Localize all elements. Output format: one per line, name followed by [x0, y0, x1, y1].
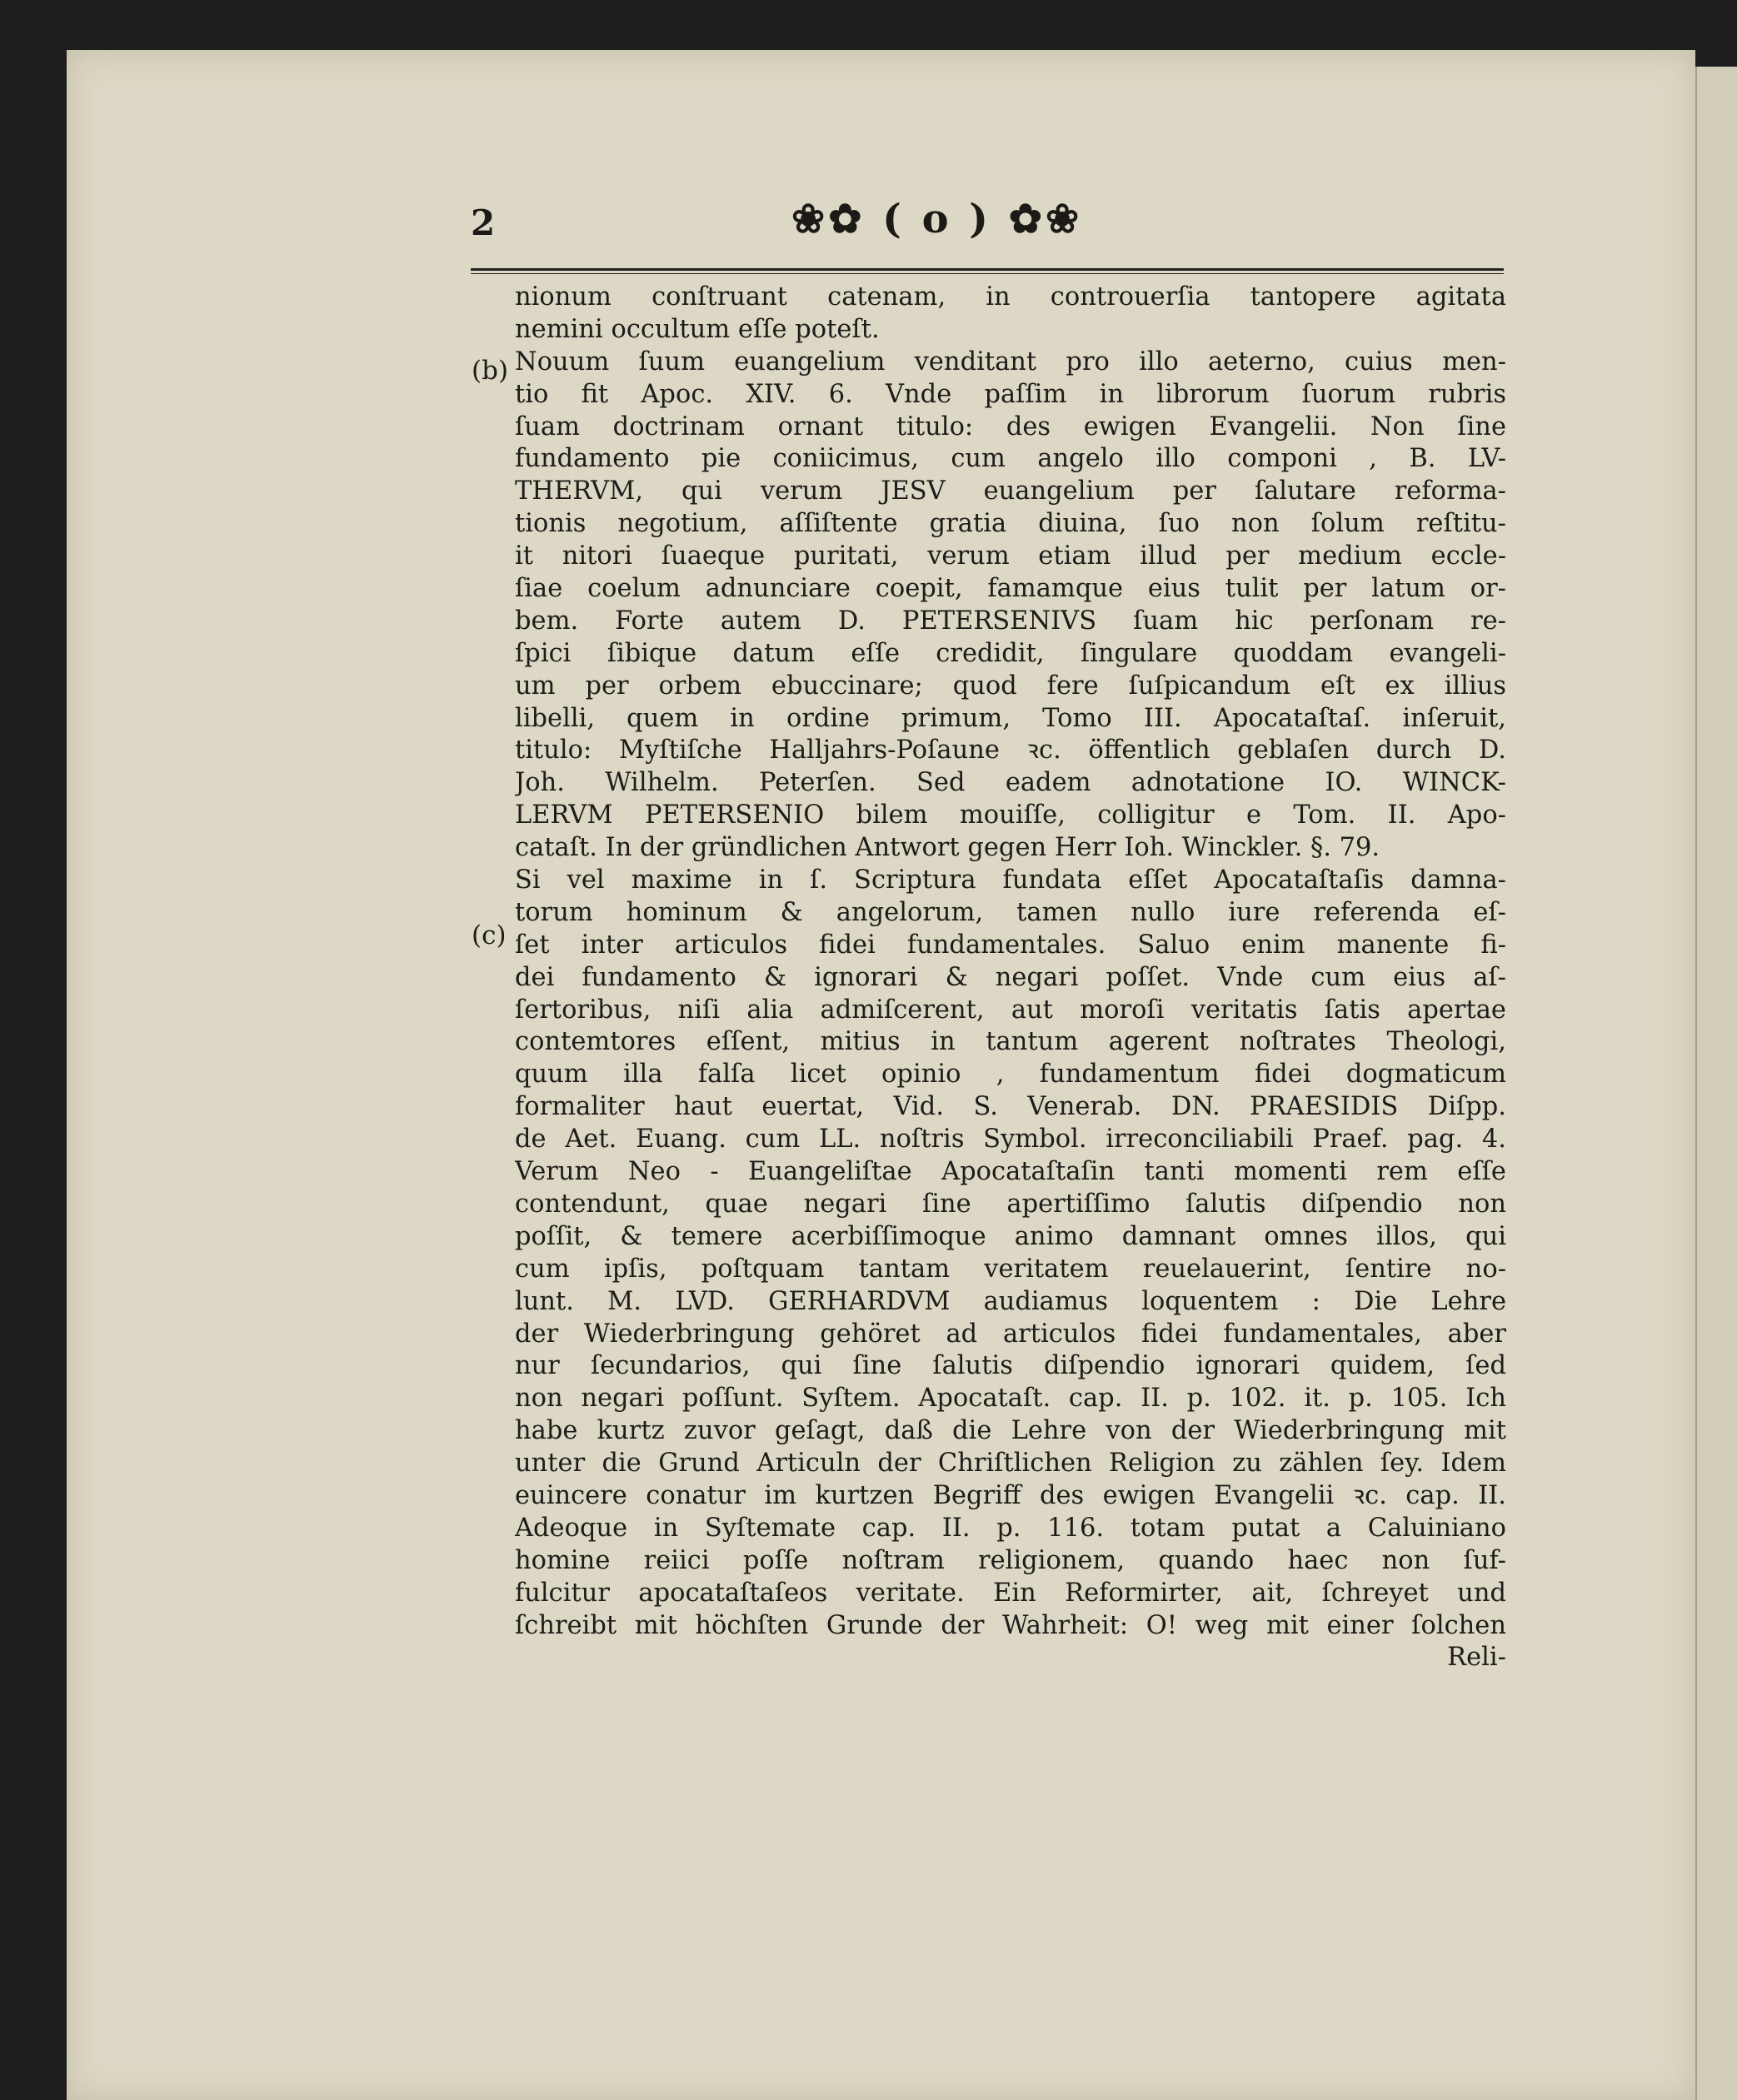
footnote-text [515, 282, 1506, 1674]
text-line: contemtores eſſent, mitius in tantum agerent noſtrates Theologi, [515, 1027, 1506, 1057]
text-line: Nouum ſuum euangelium venditant pro illo aeterno, cuius men- [515, 347, 1506, 377]
text-line: non negari poſſunt. Syſtem. Apocataſt. cap. II. p. 102. it. p. 105. Ich [515, 1384, 1506, 1414]
text-line: titulo: Myſtiſche Halljahrs-Poſaune ꝛc. öffentlich geblaſen durch D. [515, 736, 1506, 766]
text-line: libelli, quem in ordine primum, Tomo III. Apocataſtaſ. inſeruit, [515, 703, 1506, 733]
header-ornament: ❀✿ ( o ) ✿❀ [791, 196, 1083, 242]
text-line: quum illa falſa licet opinio , fundamentum fidei dogmaticum [515, 1060, 1506, 1090]
text-line: fulcitur apocataſtaſeos veritate. Ein Reformirter, ait, ſchreyet und [515, 1578, 1506, 1608]
text-line: Verum Neo - Euangeliſtae Apocataſtaſin tanti momenti rem eſſe [515, 1157, 1506, 1187]
facing-page-edge [1695, 67, 1737, 2100]
text-line: Joh. Wilhelm. Peterſen. Sed eadem adnotatione IO. WINCK- [515, 768, 1506, 798]
text-line: Adeoque in Syſtemate cap. II. p. 116. totam putat a Caluiniano [515, 1513, 1506, 1543]
text-line: lunt. M. LVD. GERHARDVM audiamus loquentem : Die Lehre [515, 1286, 1506, 1316]
text-line: torum hominum & angelorum, tamen nullo iure referenda eſ- [515, 897, 1506, 927]
note-mark-c: (c) [472, 920, 507, 950]
text-line: ſet inter articulos fidei fundamentales. Saluo enim manente fi- [515, 930, 1506, 960]
text-line: ſertoribus, niſi alia admiſcerent, aut moroſi veritatis ſatis apertae [515, 995, 1506, 1025]
text-line: fundamento pie coniicimus, cum angelo illo componi , B. LV- [515, 444, 1506, 474]
text-line: cataſt. In der gründlichen Antwort gegen Herr Ioh. Winckler. §. 79. [515, 833, 1380, 863]
header-rule [471, 268, 1504, 274]
text-line: de Aet. Euang. cum LL. noſtris Symbol. irreconciliabili Praef. pag. 4. [515, 1125, 1506, 1155]
text-line: LERVM PETERSENIO bilem mouiſſe, colligitur e Tom. II. Apo- [515, 801, 1506, 831]
text-line: nur ſecundarios, qui ſine ſalutis diſpendio ignorari quidem, ſed [515, 1351, 1506, 1381]
running-header [471, 196, 1504, 262]
text-line: habe kurtz zuvor geſagt, daß die Lehre von der Wiederbringung mit [515, 1416, 1506, 1446]
text-line: bem. Forte autem D. PETERSENIVS ſuam hic perſonam re- [515, 606, 1506, 636]
page-number: 2 [471, 202, 496, 243]
text-line: dei fundamento & ignorari & negari poſſet. Vnde cum eius aſ- [515, 962, 1506, 992]
note-mark-b: (b) [472, 356, 509, 386]
text-line: THERVM, qui verum JESV euangelium per ſalutare reforma- [515, 476, 1506, 506]
text-line: unter die Grund Articuln der Chriſtlichen Religion zu zählen ſey. Idem [515, 1449, 1506, 1479]
text-line: ſpici ſibique datum eſſe credidit, ſingulare quoddam evangeli- [515, 638, 1506, 668]
text-line: poſſit, & temere acerbiſſimoque animo damnant omnes illos, qui [515, 1221, 1506, 1251]
text-line: euincere conatur im kurtzen Begriff des ewigen Evangelii ꝛc. cap. II. [515, 1480, 1506, 1510]
text-line: formaliter haut euertat, Vid. S. Venerab. DN. PRAESIDIS Diſpp. [515, 1092, 1506, 1122]
text-line: nemini occultum eſſe poteſt. [515, 314, 880, 344]
text-line: nionum conſtruant catenam, in controuerſia tantopere agitata [515, 282, 1506, 312]
text-line: um per orbem ebuccinare; quod fere ſuſpicandum eſt ex illius [515, 671, 1506, 701]
text-line: tionis negotium, aſſiſtente gratia diuina, ſuo non ſolum reſtitu- [515, 509, 1506, 539]
text-line: cum ipſis, poſtquam tantam veritatem reuelauerint, ſentire no- [515, 1254, 1506, 1284]
text-line: it nitori ſuaeque puritati, verum etiam illud per medium eccle- [515, 541, 1506, 571]
text-line: tio fit Apoc. XIV. 6. Vnde paſſim in librorum ſuorum rubris [515, 379, 1506, 409]
text-line: homine reiici poſſe noſtram religionem, quando haec non ſuf- [515, 1545, 1506, 1575]
catchword: Reli- [1447, 1643, 1506, 1673]
text-line: ſiae coelum adnunciare coepit, famamque eius tulit per latum or- [515, 574, 1506, 604]
text-line: Si vel maxime in ſ. Scriptura fundata eſſet Apocataſtaſis damna- [515, 865, 1506, 895]
text-line: contendunt, quae negari ſine apertiſſimo ſalutis diſpendio non [515, 1189, 1506, 1219]
text-line: ſuam doctrinam ornant titulo: des ewigen Evangelii. Non ſine [515, 412, 1506, 441]
text-line: der Wiederbringung gehöret ad articulos fidei fundamentales, aber [515, 1319, 1506, 1349]
text-line: ſchreibt mit höchſten Grunde der Wahrheit: O! weg mit einer ſolchen [515, 1610, 1506, 1640]
